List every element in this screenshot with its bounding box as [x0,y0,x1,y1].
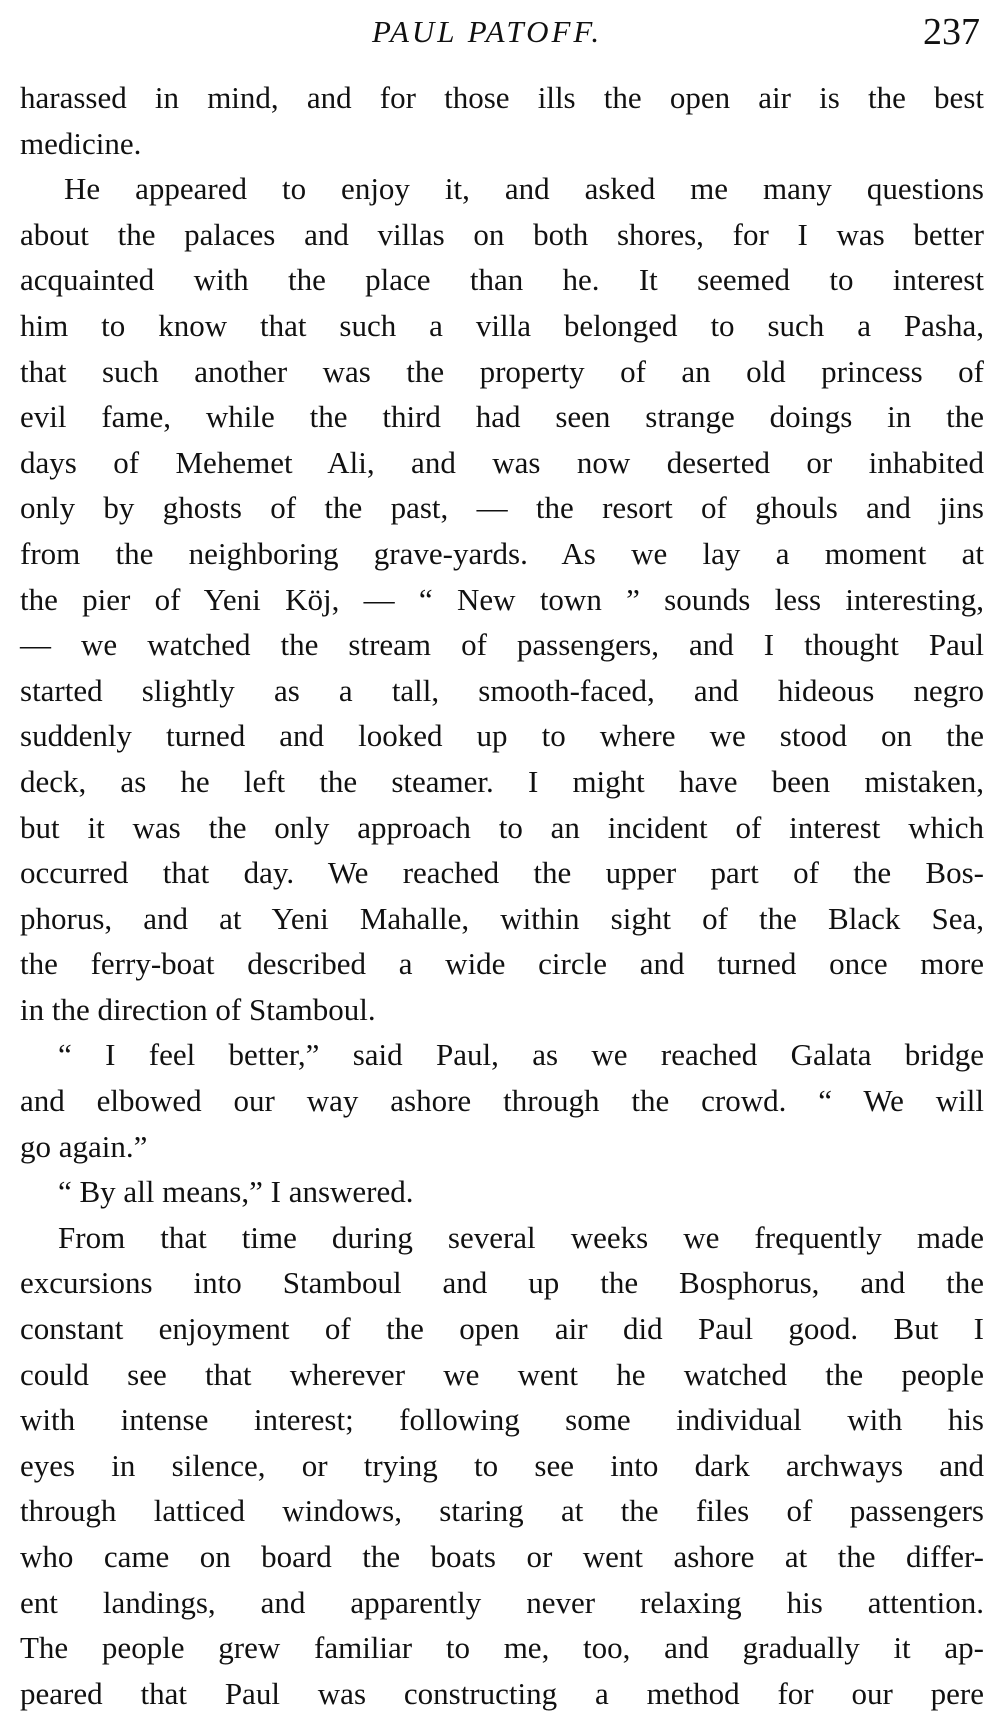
text-line: through latticed windows, staring at the files of passengers [20,1493,984,1529]
text-line: deck, as he left the steamer. I might have been mistaken, [20,763,984,799]
text-line: harassed in mind, and for those ills the open air is the best [20,80,984,115]
text-line: suddenly turned and looked up to where we stood on the [20,718,984,754]
text-line: occurred that day. We reached the upper part of the Bos- [20,855,984,891]
text-line: excursions into Stamboul and up the Bosphorus, and the [20,1265,984,1301]
text-line: peared that Paul was constructing a method for our pere [20,1675,984,1711]
text-line: started slightly as a tall, smooth-faced, and hideous negro [20,672,984,708]
text-line: The people grew familiar to me, too, and gradually it ap- [20,1630,984,1666]
body-text [20,75,984,1716]
text-line: go again.” [20,1128,148,1164]
text-line: constant enjoyment of the open air did Paul good. But I [20,1311,984,1347]
text-line: about the palaces and villas on both shores, for I was better [20,216,984,252]
paragraph-first-line: From that time during several weeks we frequently made [58,1219,984,1255]
running-title: PAUL PATOFF. [372,14,603,49]
text-line: phorus, and at Yeni Mahalle, within sight of the Black Sea, [20,900,984,936]
text-line: acquainted with the place than he. It seemed to interest [20,262,984,298]
page-number: 237 [923,11,980,53]
paragraph-first-line: “ By all means,” I answered. [58,1174,414,1210]
page-header [0,10,1000,70]
text-line: who came on board the boats or went ashore at the differ- [20,1539,984,1574]
text-line: with intense interest; following some individual with his [20,1402,984,1438]
text-line: and elbowed our way ashore through the crowd. “ We will [20,1083,984,1119]
text-line: only by ghosts of the past, — the resort of ghouls and jins [20,490,984,526]
text-line: him to know that such a villa belonged to such a Pasha, [20,307,984,343]
text-line: that such another was the property of an old princess of [20,353,984,389]
text-line: days of Mehemet Ali, and was now deserted or inhabited [20,444,984,480]
text-line: eyes in silence, or trying to see into dark archways and [20,1447,984,1483]
paragraph-first-line: He appeared to enjoy it, and asked me many questions [64,171,984,207]
text-line: in the direction of Stamboul. [20,991,376,1027]
text-line: evil fame, while the third had seen strange doings in the [20,399,984,435]
text-line: but it was the only approach to an incident of interest which [20,809,984,845]
text-line: the ferry-boat described a wide circle and turned once more [20,946,984,982]
text-line: — we watched the stream of passengers, and I thought Paul [20,627,984,663]
text-line: medicine. [20,125,142,161]
text-line: the pier of Yeni Köj, — “ New town ” sounds less interesting, [20,581,984,617]
text-line: from the neighboring grave-yards. As we lay a moment at [20,535,984,571]
paragraph-first-line: “ I feel better,” said Paul, as we reached Galata bridge [58,1037,984,1073]
text-line: could see that wherever we went he watched the people [20,1356,984,1392]
text-line: ent landings, and apparently never relaxing his attention. [20,1584,984,1620]
